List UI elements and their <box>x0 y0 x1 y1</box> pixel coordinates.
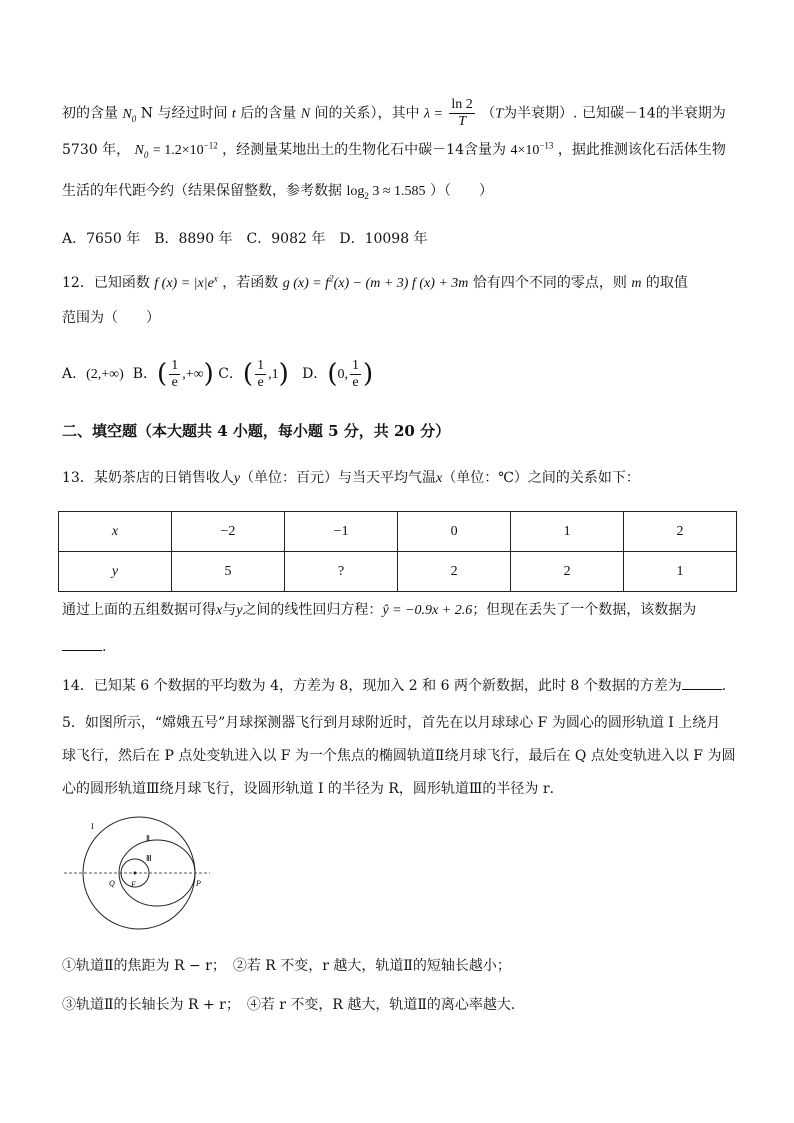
q15-line-3: 心的圆形轨道Ⅲ绕月球飞行，设圆形轨道 I 的半径为 R，圆形轨道Ⅲ的半径为 r． <box>62 781 564 797</box>
q12-line-1: 12．已知函数 f $(x) = |x|e^x$ ，若函数 g $(x) = f^2(x) - (m + 3)$ f (x) + 3m 恰有四个不同的零点，则 m 的取值 <box>62 273 688 291</box>
answer-blank[interactable] <box>682 675 722 690</box>
orbit-label-ii: Ⅱ <box>146 834 150 843</box>
section-heading: 二、填空题（本大题共 4 小题，每小题 5 分，共 20 分） <box>62 422 451 440</box>
table-row <box>59 512 737 552</box>
table-row <box>59 552 737 592</box>
table-cell: y <box>59 552 172 592</box>
table-cell: 2 <box>624 512 737 552</box>
table-cell: 1 <box>624 552 737 592</box>
q14-line: 14．已知某 6 个数据的平均数为 4，方差为 8，现加入 2 和 6 两个新数据，此时 8 个数据的方差为 . <box>62 675 726 696</box>
table-cell: 1 <box>511 512 624 552</box>
table-cell: ? <box>285 552 398 592</box>
q11-line-1: 初的含量 $N_0$ N 与经过时间 t 后的含量 N 间的关系），其中 λ = $\frac{\ln 2}{T}$ （T为半衰期）. 已知碳－14的半衰期为 <box>62 97 726 129</box>
q13-intro: 13．某奶茶店的日销售收人y（单位：百元）与当天平均气温x（单位：℃）之间的关系如下： <box>62 470 640 486</box>
q15-line-2: 球飞行，然后在 P 点处变轨进入以 F 为一个焦点的椭圆轨道Ⅱ绕月球飞行，最后在 Q 点处变轨进入以 F 为圆 <box>62 748 736 764</box>
point-q-label: Q <box>109 879 115 888</box>
q13-regression-line: 通过上面的五组数据可得x与y之间的线性回归方程：ŷ = −0.9x + 2.6；但现在丢失了一个数据，该数据为 <box>62 602 697 618</box>
q15-statements-2: ③轨道Ⅱ的长轴长为 R + r； ④若 r 不变，R 越大，轨道Ⅱ的离心率越大． <box>62 997 525 1013</box>
answer-blank[interactable] <box>62 636 102 651</box>
q15-line-1: 5．如图所示，“嫦娥五号”月球探测器飞行到月球附近时，首先在以月球球心 F 为圆心的圆形轨道 I 上绕月 <box>62 715 721 731</box>
q12-line-2: 范围为（ ） <box>62 310 160 326</box>
table-cell: x <box>59 512 172 552</box>
point-f-label: F <box>131 880 136 889</box>
q11-options: A．7650 年 B．8890 年 C．9082 年 D．10098 年 <box>62 231 428 247</box>
orbit-label-iii: Ⅲ <box>146 854 152 863</box>
lambda-fraction: $\frac{\ln 2}{T}$ <box>451 97 473 129</box>
q13-answer-blank: . <box>62 636 106 657</box>
table-cell: −2 <box>171 512 284 552</box>
orbit-label-i: I <box>91 822 94 831</box>
table-cell: −1 <box>285 512 398 552</box>
table-cell: 5 <box>171 552 284 592</box>
point-p-label: P <box>196 879 201 888</box>
table-cell: 2 <box>398 552 511 592</box>
q12-options: A．(2,+∞) B．( $\frac{1}{e}$ ,+∞) C．( $\frac{1}{e}$ ,1) D．(0, $\frac{1}{e}$ ) <box>62 357 374 390</box>
q11-line-3: 生活的年代距今约（结果保留整数，参考数据 $\log_2 3 \approx 1.585$ ）（ ） <box>62 183 493 201</box>
q11-line-2: 5730 年， $N_0 = 1.2\times 10^{-12}$ ，经测量某地出土的生物化石中碳－14含量为 $4\times 10^{-13}$ ，据此推测该化石活体生物 <box>62 140 726 160</box>
data-table <box>58 511 737 592</box>
orbit-diagram <box>62 815 212 935</box>
table-cell: 2 <box>511 552 624 592</box>
table-cell: 0 <box>398 512 511 552</box>
q15-statements-1: ①轨道Ⅱ的焦距为 R − r； ②若 R 不变，r 越大，轨道Ⅱ的短轴长越小； <box>62 958 511 974</box>
